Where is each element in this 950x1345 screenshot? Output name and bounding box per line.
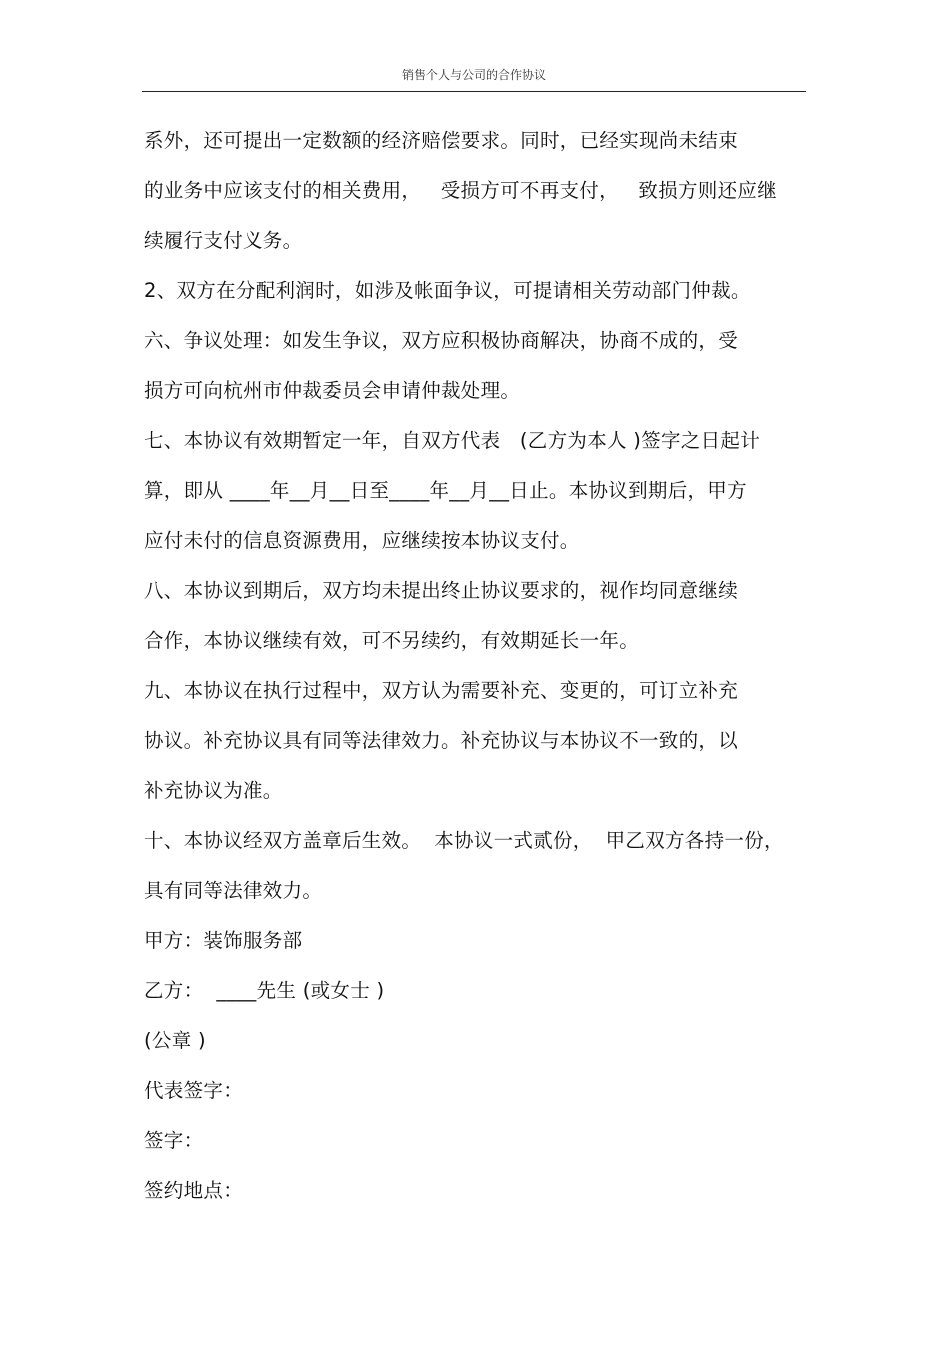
paragraph-line: 九、本协议在执行过程中，双方认为需要补充、变更的，可订立补充 (144, 679, 739, 702)
paragraph-line: 合作，本协议继续有效，可不另续约，有效期延长一年。 (144, 629, 640, 652)
paragraph-line: 补充协议为准。 (144, 779, 283, 802)
paragraph-line: 七、本协议有效期暂定一年，自双方代表 (乙方为本人 )签字之日起计 (144, 429, 761, 452)
page-header-title: 销售个人与公司的合作协议 (401, 68, 546, 82)
paragraph-line: 的业务中应该支付的相关费用， 受损方可不再支付， 致损方则还应继 (144, 179, 777, 202)
party-a-line: 甲方：装饰服务部 (144, 929, 303, 952)
paragraph-line: 算，即从 ____年__月__日至____年__月__日止。本协议到期后，甲方 (144, 479, 747, 502)
signing-location-line: 签约地点： (144, 1179, 244, 1202)
party-b-line: 乙方： ____先生 (或女士 ) (144, 979, 385, 1002)
paragraph-line: 协议。补充协议具有同等法律效力。补充协议与本协议不一致的，以 (144, 729, 739, 752)
paragraph-line: 损方可向杭州市仲裁委员会申请仲裁处理。 (144, 379, 521, 402)
representative-signature-line: 代表签字： (144, 1079, 244, 1102)
header-divider (142, 91, 806, 92)
signature-line: 签字： (144, 1129, 204, 1152)
paragraph-line: 续履行支付义务。 (144, 229, 303, 252)
paragraph-line: 2、双方在分配利润时，如涉及帐面争议，可提请相关劳动部门仲裁。 (144, 279, 751, 302)
official-seal-line: (公章 ) (144, 1029, 206, 1052)
document-body (144, 122, 814, 1222)
paragraph-line: 应付未付的信息资源费用，应继续按本协议支付。 (144, 529, 580, 552)
paragraph-line: 十、本协议经双方盖章后生效。 本协议一式贰份， 甲乙双方各持一份， (144, 829, 784, 852)
paragraph-line: 系外，还可提出一定数额的经济赔偿要求。同时，已经实现尚未结束 (144, 129, 739, 152)
paragraph-line: 六、争议处理：如发生争议，双方应积极协商解决，协商不成的，受 (144, 329, 739, 352)
paragraph-line: 八、本协议到期后，双方均未提出终止协议要求的，视作均同意继续 (144, 579, 739, 602)
paragraph-line: 具有同等法律效力。 (144, 879, 323, 902)
